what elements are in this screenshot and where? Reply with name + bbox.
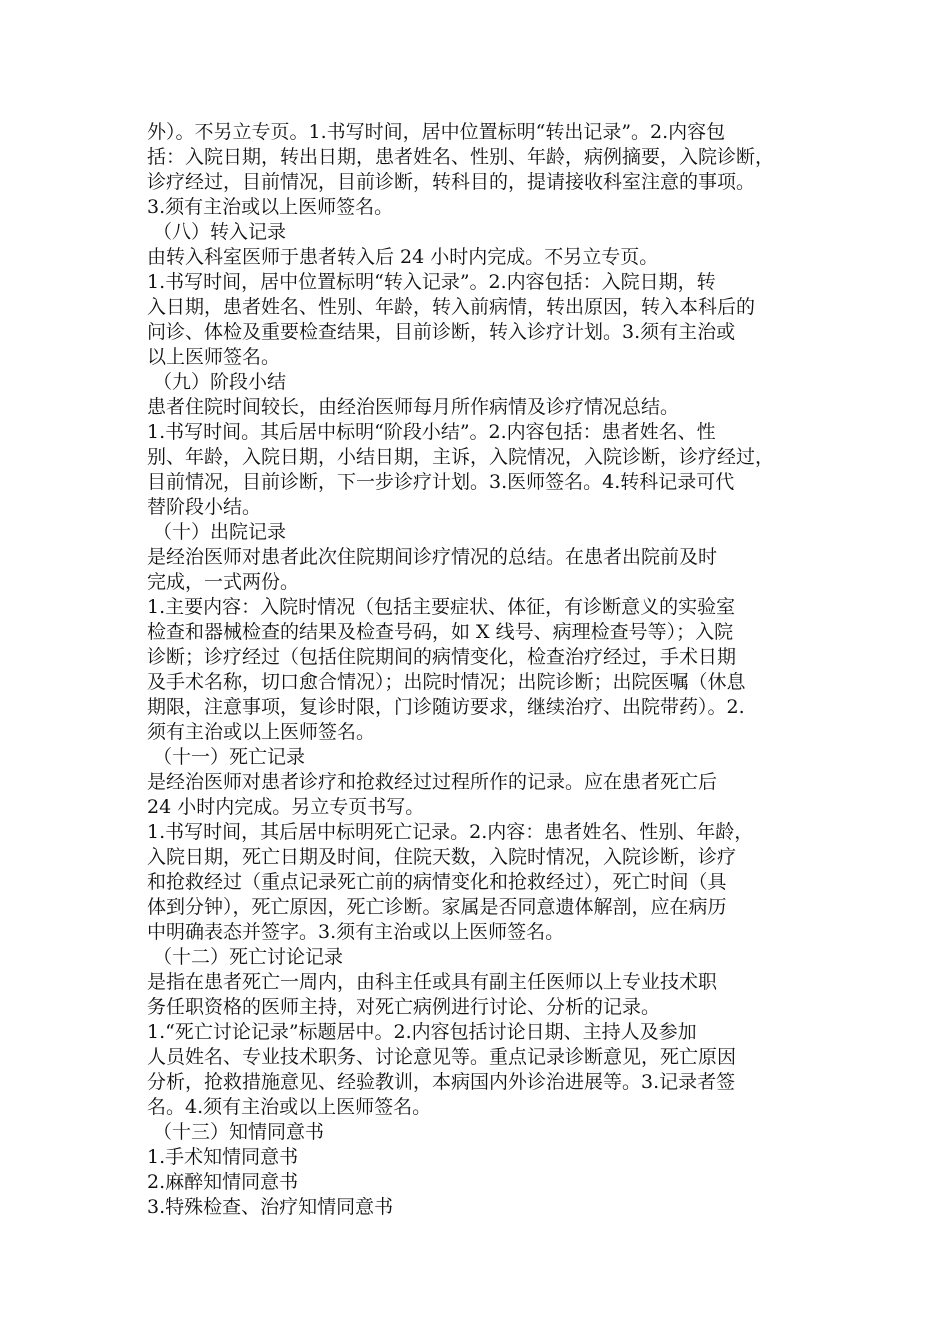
- text-line: 1.书写时间。其后居中标明“阶段小结”。2.内容包括：患者姓名、性: [147, 421, 716, 443]
- text-line: 入日期，患者姓名、性别、年龄，转入前病情，转出原因，转入本科后的: [147, 296, 756, 318]
- section-heading-transfer-in: （八）转入记录: [147, 221, 287, 243]
- text-line: 1.手术知情同意书: [147, 1146, 299, 1168]
- text-line: 问诊、体检及重要检查结果，目前诊断，转入诊疗计划。3.须有主治或: [147, 321, 736, 343]
- text-line: 以上医师签名。: [147, 346, 281, 368]
- text-line: 目前情况，目前诊断，下一步诊疗计划。3.医师签名。4.转科记录可代: [147, 471, 735, 493]
- text-line: 1.书写时间，居中位置标明“转入记录”。2.内容包括：入院日期，转: [147, 271, 716, 293]
- text-line: 由转入科室医师于患者转入后 24 小时内完成。不另立专页。: [147, 246, 659, 268]
- text-line: 是指在患者死亡一周内，由科主任或具有副主任医师以上专业技术职: [147, 971, 718, 993]
- text-line: 务任职资格的医师主持，对死亡病例进行讨论、分析的记录。: [147, 996, 661, 1018]
- text-line: 及手术名称，切口愈合情况）；出院时情况；出院诊断；出院医嘱（休息: [147, 671, 746, 693]
- text-line: 2.麻醉知情同意书: [147, 1171, 299, 1193]
- text-line: 体到分钟），死亡原因，死亡诊断。家属是否同意遗体解剖，应在病历: [147, 896, 727, 918]
- document-page: [147, 120, 815, 1220]
- text-line: 3.须有主治或以上医师签名。: [147, 196, 394, 218]
- section-heading-discharge: （十）出院记录: [147, 521, 287, 543]
- text-line: 和抢救经过（重点记录死亡前的病情变化和抢救经过），死亡时间（具: [147, 871, 727, 893]
- text-line: 人员姓名、专业技术职务、讨论意见等。重点记录诊断意见，死亡原因: [147, 1046, 737, 1068]
- text-line: 中明确表态并签字。3.须有主治或以上医师签名。: [147, 921, 565, 943]
- text-line: 外）。不另立专页。1.书写时间，居中位置标明“转出记录”。2.内容包: [147, 121, 726, 143]
- text-line: 替阶段小结。: [147, 496, 262, 518]
- text-line: 1.书写时间，其后居中标明死亡记录。2.内容：患者姓名、性别、年龄，: [147, 821, 754, 843]
- text-line: 患者住院时间较长，由经治医师每月所作病情及诊疗情况总结。: [147, 396, 680, 418]
- text-line: 须有主治或以上医师签名。: [147, 721, 376, 743]
- text-line: 检查和器械检查的结果及检查号码，如 X 线号、病理检查号等）；入院: [147, 621, 734, 643]
- text-line: 完成，一式两份。: [147, 571, 300, 593]
- text-line: 是经治医师对患者诊疗和抢救经过过程所作的记录。应在患者死亡后: [147, 771, 718, 793]
- text-line: 括：入院日期，转出日期，患者姓名、性别、年龄，病例摘要，入院诊断，: [147, 146, 775, 168]
- text-line: 名。4.须有主治或以上医师签名。: [147, 1096, 432, 1118]
- text-line: 1.主要内容：入院时情况（包括主要症状、体征，有诊断意义的实验室: [147, 596, 736, 618]
- text-line: 3.特殊检查、治疗知情同意书: [147, 1196, 394, 1218]
- text-line: 分析，抢救措施意见、经验教训，本病国内外诊治进展等。3.记录者签: [147, 1071, 736, 1093]
- text-line: 期限，注意事项，复诊时限，门诊随访要求，继续治疗、出院带药）。2.: [147, 696, 745, 718]
- text-line: 别、年龄，入院日期，小结日期，主诉，入院情况，入院诊断，诊疗经过，: [147, 446, 775, 468]
- text-line: 24 小时内完成。另立专页书写。: [147, 796, 425, 818]
- section-heading-death-discussion: （十二）死亡讨论记录: [147, 946, 344, 968]
- text-line: 1.“死亡讨论记录”标题居中。2.内容包括讨论日期、主持人及参加: [147, 1021, 697, 1043]
- text-line: 诊断；诊疗经过（包括住院期间的病情变化，检查治疗经过，手术日期: [147, 646, 737, 668]
- section-heading-informed-consent: （十三）知情同意书: [147, 1121, 325, 1143]
- text-line: 是经治医师对患者此次住院期间诊疗情况的总结。在患者出院前及时: [147, 546, 718, 568]
- text-line: 入院日期，死亡日期及时间，住院天数，入院时情况，入院诊断，诊疗: [147, 846, 737, 868]
- text-line: 诊疗经过，目前情况，目前诊断，转科目的，提请接收科室注意的事项。: [147, 171, 756, 193]
- section-heading-death-record: （十一）死亡记录: [147, 746, 306, 768]
- section-heading-stage-summary: （九）阶段小结: [147, 371, 287, 393]
